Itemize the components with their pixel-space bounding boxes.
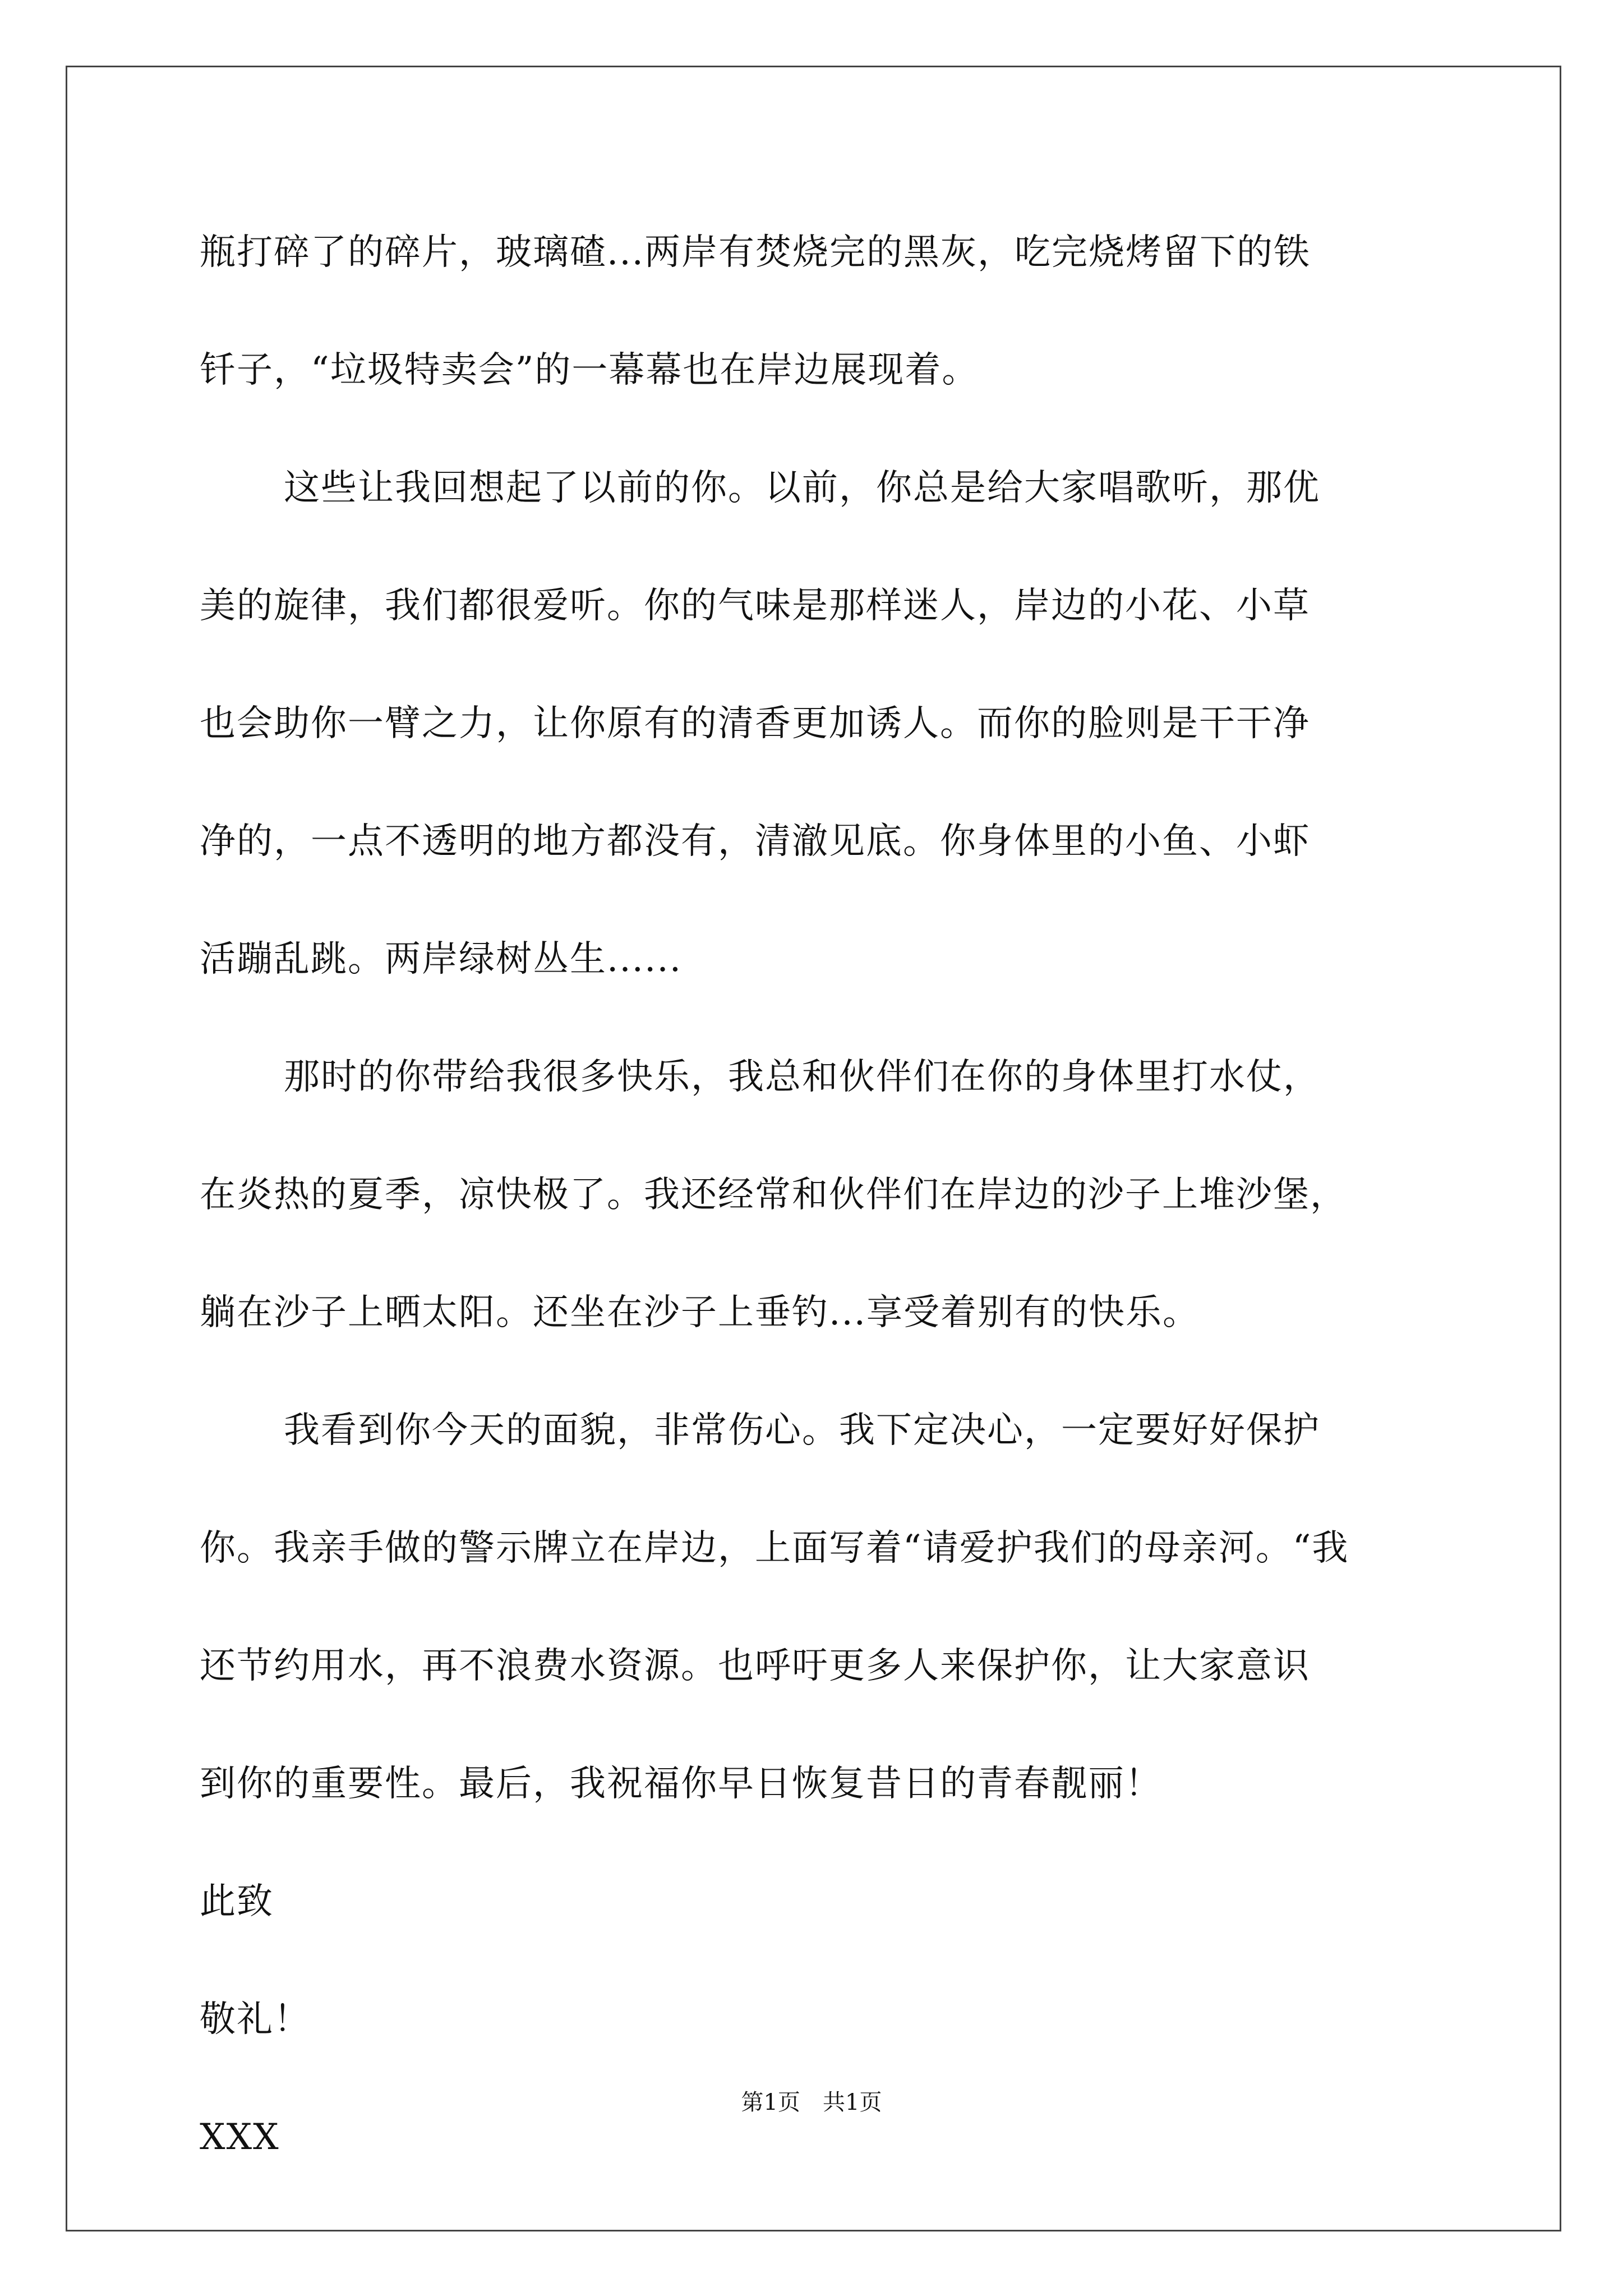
text-line: 在炎热的夏季，凉快极了。我还经常和伙伴们在岸边的沙子上堆沙堡， (200, 1174, 1347, 1216)
paragraph-start-line: 这些让我回想起了以前的你。以前，你总是给大家唱歌听，那优 (284, 467, 1320, 509)
paragraph-start-line: 我看到你今天的面貌，非常伤心。我下定决心，一定要好好保护 (284, 1410, 1320, 1451)
text-line: 瓶打碎了的碎片，玻璃碴...两岸有焚烧完的黑灰，吃完烧烤留下的铁 (200, 232, 1311, 273)
page-number-footer: 第1页 共1页 (741, 2090, 882, 2115)
closing-salutation: 此致 (200, 1881, 274, 1922)
text-line: 你。我亲手做的警示牌立在岸边，上面写着“请爱护我们的母亲河。“我 (200, 1527, 1349, 1569)
text-line: 躺在沙子上晒太阳。还坐在沙子上垂钓...享受着别有的快乐。 (200, 1292, 1200, 1333)
text-line: 钎子，“垃圾特卖会”的一幕幕也在岸边展现着。 (200, 349, 979, 391)
text-line: 到你的重要性。最后，我祝福你早日恢复昔日的青春靓丽！ (200, 1763, 1162, 1805)
closing-regards: 敬礼！ (200, 1999, 311, 2040)
text-line: 也会助你一臂之力，让你原有的清香更加诱人。而你的脸则是干干净 (200, 703, 1310, 744)
text-line: 美的旋律，我们都很爱听。你的气味是那样迷人，岸边的小花、小草 (200, 585, 1310, 627)
document-body (200, 219, 1433, 2221)
text-line: 净的，一点不透明的地方都没有，清澈见底。你身体里的小鱼、小虾 (200, 821, 1310, 862)
paragraph-start-line: 那时的你带给我很多快乐，我总和伙伴们在你的身体里打水仗， (284, 1056, 1320, 1098)
text-line: 活蹦乱跳。两岸绿树丛生...... (200, 938, 683, 980)
signature: XXX (200, 2116, 280, 2158)
text-line: 还节约用水，再不浪费水资源。也呼吁更多人来保护你，让大家意识 (200, 1645, 1310, 1687)
